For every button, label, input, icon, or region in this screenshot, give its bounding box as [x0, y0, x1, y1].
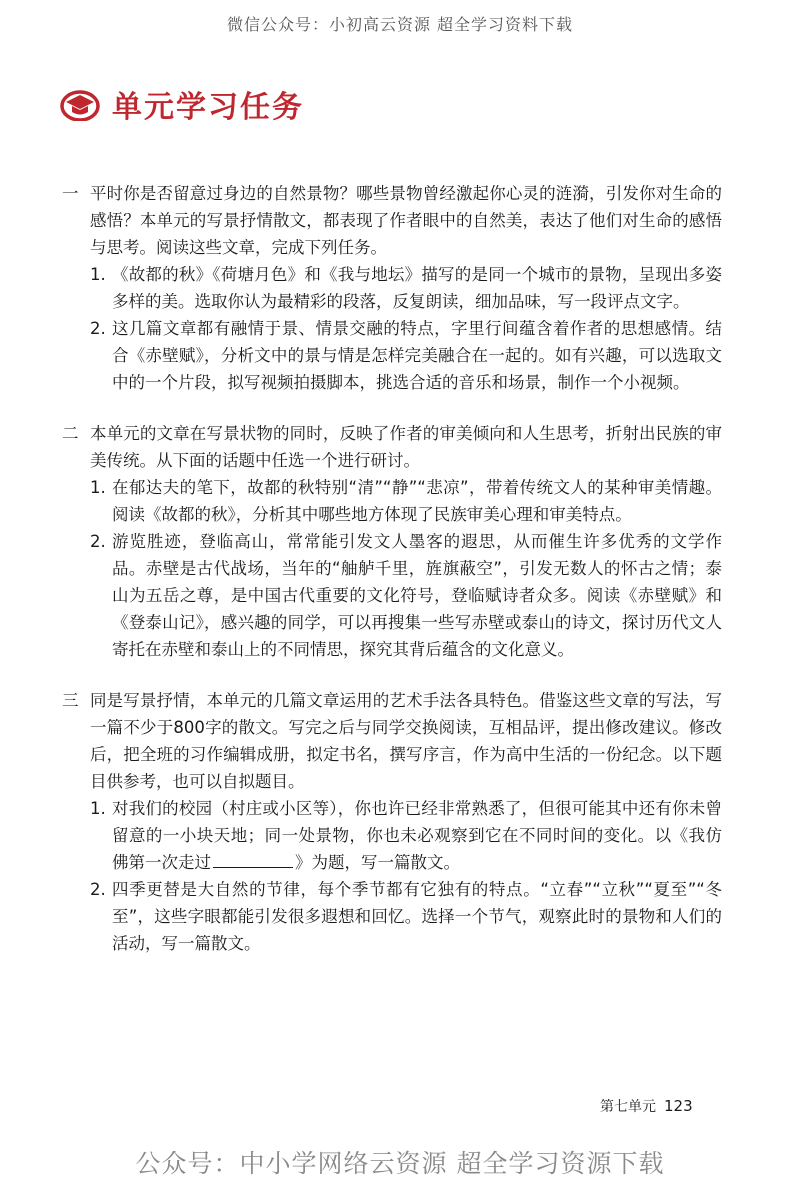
task-3	[62, 687, 722, 957]
subtask-2-1	[90, 474, 722, 528]
graduation-cap-icon	[60, 87, 100, 121]
subtask-1-1	[90, 261, 722, 315]
task-number: 二	[62, 424, 79, 443]
subtask-2-2	[90, 528, 722, 663]
subtask-number: 1.	[90, 478, 106, 497]
unit-label: 第七单元	[600, 1099, 656, 1115]
subtask-text: 《故都的秋》《荷塘月色》和《我与地坛》描写的是同一个城市的景物，呈现出多姿多样的美。选取你认为最精彩的段落，反复朗读，细加品味，写一段评点文字。	[112, 265, 722, 311]
subtask-number: 1.	[90, 799, 106, 818]
subtask-text: 游览胜迹，登临高山，常常能引发文人墨客的遐思，从而催生许多优秀的文学作品。赤壁是古代战场，当年的“舳舻千里，旌旗蔽空”，引发无数人的怀古之情；泰山为五岳之尊，是中国古代重要的文化符号，登临赋诗者众多。阅读《赤壁赋》和《登泰山记》，感兴趣的同学，可以再搜集一些写赤壁或泰山的诗文，探讨历代文人寄托在赤壁和泰山上的不同情思，探究其背后蕴含的文化意义。	[112, 532, 722, 659]
task-number: 三	[62, 691, 79, 710]
task-intro: 平时你是否留意过身边的自然景物？哪些景物曾经激起你心灵的涟漪，引发你对生命的感悟？本单元的写景抒情散文，都表现了作者眼中的自然美，表达了他们对生命的感悟与思考。阅读这些文章，完成下列任务。	[90, 184, 722, 257]
subtask-number: 2.	[90, 532, 106, 551]
fill-in-blank	[213, 851, 293, 868]
task-intro: 同是写景抒情，本单元的几篇文章运用的艺术手法各具特色。借鉴这些文章的写法，写一篇不少于800字的散文。写完之后与同学交换阅读，互相品评，提出修改建议。修改后，把全班的习作编辑成册，拟定书名，撰写序言，作为高中生活的一份纪念。以下题目供参考，也可以自拟题目。	[90, 691, 722, 791]
subtask-3-2	[90, 876, 722, 957]
subtask-text-after: 》为题，写一篇散文。	[295, 853, 460, 872]
subtask-text: 在郁达夫的笔下，故都的秋特别“清”“静”“悲凉”，带着传统文人的某种审美情趣。阅读《故都的秋》，分析其中哪些地方体现了民族审美心理和审美特点。	[112, 478, 722, 524]
subtask-text	[112, 795, 722, 876]
section-title: 单元学习任务	[112, 90, 304, 125]
subtask-number: 2.	[90, 319, 106, 338]
subtask-text: 这几篇文章都有融情于景、情景交融的特点，字里行间蕴含着作者的思想感情。结合《赤壁赋》，分析文中的景与情是怎样完美融合在一起的。如有兴趣，可以选取文中的一个片段，拟写视频拍摄脚本，挑选合适的音乐和场景，制作一个小视频。	[112, 319, 722, 392]
page-footer	[600, 1096, 693, 1116]
subtask-number: 1.	[90, 265, 106, 284]
subtask-number: 2.	[90, 880, 106, 899]
subtask-3-1	[90, 795, 722, 876]
top-watermark: 微信公众号：小初高云资源 超全学习资料下载	[226, 15, 574, 34]
subtask-text: 四季更替是大自然的节律，每个季节都有它独有的特点。“立春”“立秋”“夏至”“冬至”，这些字眼都能引发很多遐想和回忆。选择一个节气，观察此时的景物和人们的活动，写一篇散文。	[112, 880, 722, 953]
task-list	[62, 180, 722, 981]
task-number: 一	[62, 184, 79, 203]
task-1	[62, 180, 722, 396]
subtask-text-before: 对我们的校园（村庄或小区等），你也许已经非常熟悉了，但很可能其中还有你未曾留意的一小块天地；同一处景物，你也未必观察到它在不同时间的变化。以《我仿佛第一次走过	[112, 799, 722, 872]
subtask-1-2	[90, 315, 722, 396]
section-header	[60, 82, 304, 126]
bottom-watermark: 公众号：中小学网络云资源 超全学习资源下载	[135, 1149, 665, 1178]
page-number: 123	[664, 1097, 693, 1115]
task-2	[62, 420, 722, 663]
task-intro: 本单元的文章在写景状物的同时，反映了作者的审美倾向和人生思考，折射出民族的审美传统。从下面的话题中任选一个进行研讨。	[90, 424, 722, 470]
